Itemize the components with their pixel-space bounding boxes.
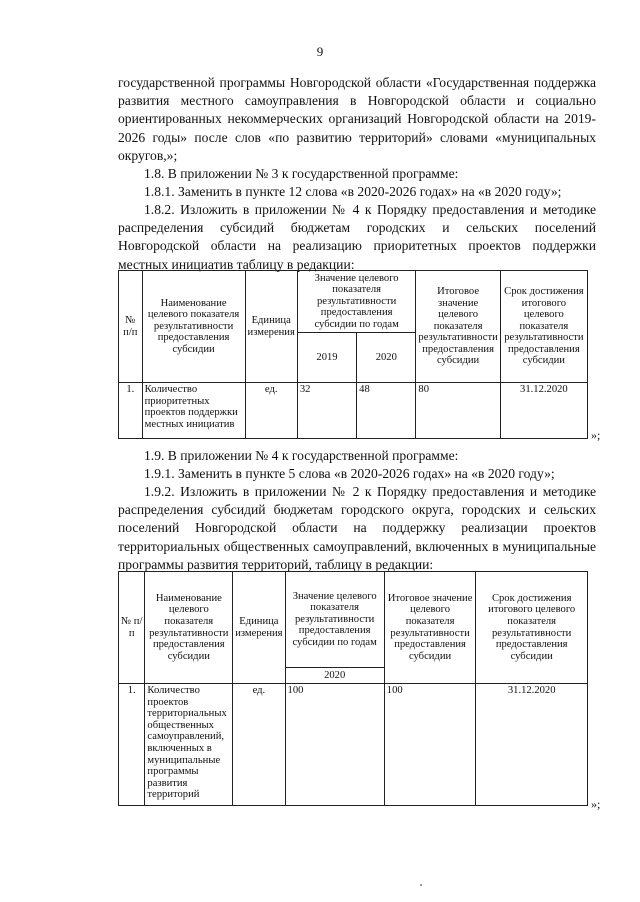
cell-indicator-name: Количество проектов территориальных общественных самоуправлений, включенных в муниципальные программы развития территорий xyxy=(145,684,233,806)
cell-final-value: 80 xyxy=(416,383,500,439)
page-number: 9 xyxy=(316,44,324,59)
item-1-8: 1.8. В приложении № 3 к государственной программе: xyxy=(144,166,459,181)
cell-final-value: 100 xyxy=(384,684,476,806)
cell-value-2020: 100 xyxy=(285,684,384,806)
item-1-9-1: 1.9.1. Заменить в пункте 5 слова «в 2020-2026 годах» на «в 2020 году»; xyxy=(144,466,555,481)
table-row xyxy=(119,684,588,806)
header-year-2020: 2020 xyxy=(357,333,416,383)
cell-number: 1. xyxy=(119,684,145,806)
table2-closing: »; xyxy=(591,797,601,811)
item-1-8-2: 1.8.2. Изложить в приложении № 4 к Порядку предоставления и методике распределения субсидий бюджетам городских и сельских поселений Новгородской области на реализацию приоритетных проектов поддержки местных инициатив таблицу в редакции: xyxy=(118,202,596,272)
header-unit: Единица измерения xyxy=(233,572,285,684)
header-year-2020: 2020 xyxy=(285,668,384,684)
header-number: № п/п xyxy=(119,572,145,684)
header-number: № п/п xyxy=(119,271,143,383)
scan-dot xyxy=(420,884,422,886)
cell-term: 31.12.2020 xyxy=(476,684,588,806)
header-final-value: Итоговое значение целевого показателя результативности предоставления субсидии xyxy=(416,271,500,383)
cell-term: 31.12.2020 xyxy=(500,383,587,439)
item-1-9-2: 1.9.2. Изложить в приложении № 2 к Порядку предоставления и методике распределения субсидий бюджетам городского округа, городских и сельских поселений Новгородской области на поддержку реализации проектов территориальных общественных самоуправлений, включенных в муниципальные программы развития территорий, таблицу в редакции: xyxy=(118,484,596,572)
table-row xyxy=(119,383,588,439)
header-value-by-year: Значение целевого показателя результативности предоставления субсидии по годам xyxy=(285,572,384,668)
cell-unit: ед. xyxy=(245,383,297,439)
table1-closing: »; xyxy=(591,428,601,442)
item-1-9: 1.9. В приложении № 4 к государственной программе: xyxy=(144,448,459,463)
table-tos-projects xyxy=(118,571,588,806)
cell-value-2020: 48 xyxy=(357,383,416,439)
header-value-by-year: Значение целевого показателя результативности предоставления субсидии по годам xyxy=(297,271,416,333)
table-header-row xyxy=(119,572,588,668)
header-term: Срок достижения итогового целевого показателя результативности предоставления субсидии xyxy=(476,572,588,684)
paragraph-intro: государственной программы Новгородской области «Государственная поддержка развития местного самоуправления в Новгородской области и социально ориентированных некоммерческих организаций Новгородской области на 2019-2026 годы» после слов «по развитию территорий» словами «муниципальных округов,»; xyxy=(118,75,596,163)
header-indicator-name: Наименование целевого показателя результативности предоставления субсидии xyxy=(145,572,233,684)
item-1-8-1: 1.8.1. Заменить в пункте 12 слова «в 2020-2026 годах» на «в 2020 году»; xyxy=(144,184,562,199)
cell-unit: ед. xyxy=(233,684,285,806)
cell-number: 1. xyxy=(119,383,143,439)
cell-value-2019: 32 xyxy=(297,383,356,439)
header-unit: Единица измерения xyxy=(245,271,297,383)
header-year-2019: 2019 xyxy=(297,333,356,383)
header-term: Срок достижения итогового целевого показателя результативности предоставления субсидии xyxy=(500,271,587,383)
cell-indicator-name: Количество приоритетных проектов поддержки местных инициатив xyxy=(142,383,245,439)
table-subsidy-projects xyxy=(118,270,588,439)
header-final-value: Итоговое значение целевого показателя результативности предоставления субсидии xyxy=(384,572,476,684)
table-header-row xyxy=(119,271,588,333)
header-indicator-name: Наименование целевого показателя результативности предоставления субсидии xyxy=(142,271,245,383)
